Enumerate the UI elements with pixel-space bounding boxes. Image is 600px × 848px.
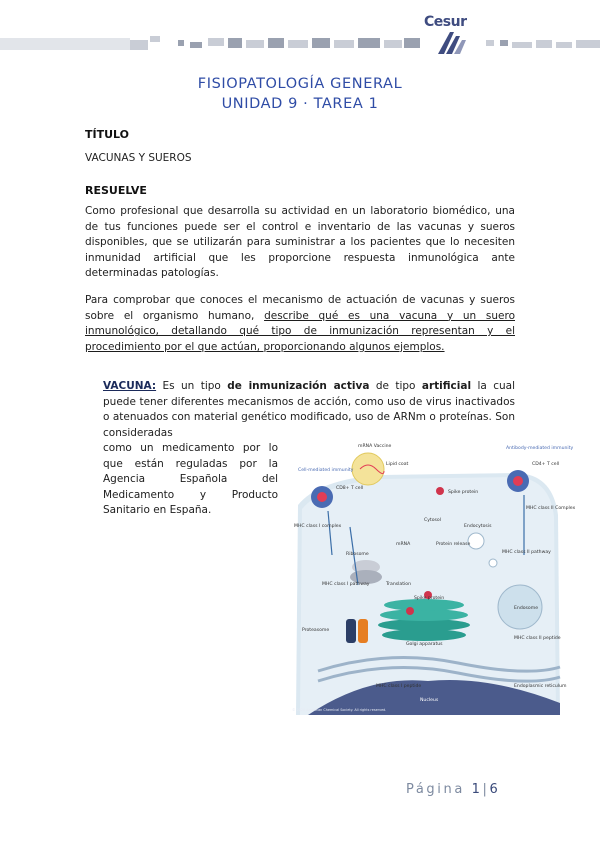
vacuna-text-a: Es un tipo — [156, 380, 228, 392]
titulo-value: VACUNAS Y SUEROS — [85, 152, 192, 164]
footer-page-word: Página — [406, 782, 465, 797]
vacuna-text-c: la cual puede tener diferentes mecanismos de acción, como uso de virus inactivados o atenuados con material genético modificado, uso de ARNm o proteínas. Son consideradas — [103, 380, 516, 439]
label-mhc2-complex: MHC class II Complex — [526, 506, 576, 511]
mrna-vaccine-diagram — [288, 435, 576, 715]
paragraph-2-plain: Para comprobar que conoces el mecanismo de actuación de vacunas y sueros sobre el organismo humano, — [85, 294, 515, 322]
logo-mark-icon — [424, 14, 472, 54]
vacuna-label: VACUNA: — [103, 380, 157, 392]
label-spike-protein: Spike protein — [414, 596, 445, 601]
header-decoration — [0, 36, 600, 52]
vacuna-text-b: de tipo — [369, 380, 422, 392]
label-mhc1-peptide: MHC class I peptide — [376, 684, 422, 689]
label-cytosol: Cytosol — [424, 518, 442, 523]
label-mhc1-complex: MHC class I complex — [294, 524, 342, 529]
titulo-label: TÍTULO — [85, 128, 129, 141]
label-spike-protein-top: Spike protein — [448, 490, 479, 495]
title-line-2: UNIDAD 9 · TAREA 1 — [221, 96, 379, 112]
label-endocytosis: Endocytosis — [464, 524, 492, 529]
label-er: Endoplasmic reticulum — [514, 684, 567, 689]
logo-text: Cesur — [424, 14, 467, 30]
label-mhc1-pathway: MHC class I pathway — [322, 582, 370, 587]
title-line-1: FISIOPATOLOGÍA GENERAL — [197, 76, 403, 92]
cesur-logo — [424, 14, 472, 54]
label-translation: Translation — [386, 582, 412, 587]
vacuna-left-text: como un medicamento por lo que están reguladas por la Agencia Española del Medicamento y Producto Sanitario en España. — [103, 442, 278, 517]
header-band — [0, 0, 600, 60]
label-ribosome: Ribosome — [346, 552, 369, 557]
label-cd8: CD8+ T cell — [336, 486, 364, 491]
label-mrna: mRNA — [396, 542, 411, 547]
vacuna-bold-a: de inmunización activa — [227, 380, 370, 392]
label-cell-immunity: Cell-mediated immunity — [298, 468, 354, 473]
resuelve-paragraph-2 — [85, 293, 515, 355]
paragraph-2-underlined: describe qué es una vacuna y un suero inmunológico, detallando qué tipo de inmunización representan y el procedimiento por el que actúan, proporcionando algunos ejemplos. — [85, 309, 515, 353]
footer-page-number: 1 — [471, 782, 483, 797]
label-lipid-coat: Lipid coat — [386, 462, 409, 467]
label-protein-release: Protein release — [436, 542, 471, 547]
label-endosome: Endosome — [514, 606, 539, 611]
document-title — [0, 74, 600, 114]
vacuna-bold-b: artificial — [421, 380, 472, 392]
label-proteasome: Proteasome — [302, 628, 330, 633]
label-mhc2-pathway: MHC class II pathway — [502, 550, 551, 555]
footer-separator: | — [482, 782, 490, 797]
label-mrna-vaccine: mRNA Vaccine — [358, 444, 392, 449]
label-nucleus: Nucleus — [420, 698, 439, 703]
resuelve-label: RESUELVE — [85, 184, 147, 197]
label-mhc2-peptide: MHC class II peptide — [514, 636, 561, 641]
label-antibody-immunity: Antibody-mediated immunity — [506, 446, 574, 451]
resuelve-paragraph-1: Como profesional que desarrolla su actividad en un laboratorio biomédico, una de tus funciones puede ser el control e inventario de las vacunas y sueros disponibles, que se utilizarán para suministrar a los pacientes que lo necesiten inmunidad artificial que les proporcione respuesta inmunológica ante determinadas patologías. — [85, 205, 515, 280]
label-cd4: CD4+ T cell — [532, 462, 560, 467]
page-footer — [406, 782, 500, 797]
vacuna-paragraph — [103, 379, 515, 441]
label-copyright: © 2020 American Chemical Society. All rights reserved. — [292, 708, 387, 712]
footer-page-total: 6 — [489, 782, 501, 797]
label-golgi: Golgi apparatus — [406, 642, 443, 647]
